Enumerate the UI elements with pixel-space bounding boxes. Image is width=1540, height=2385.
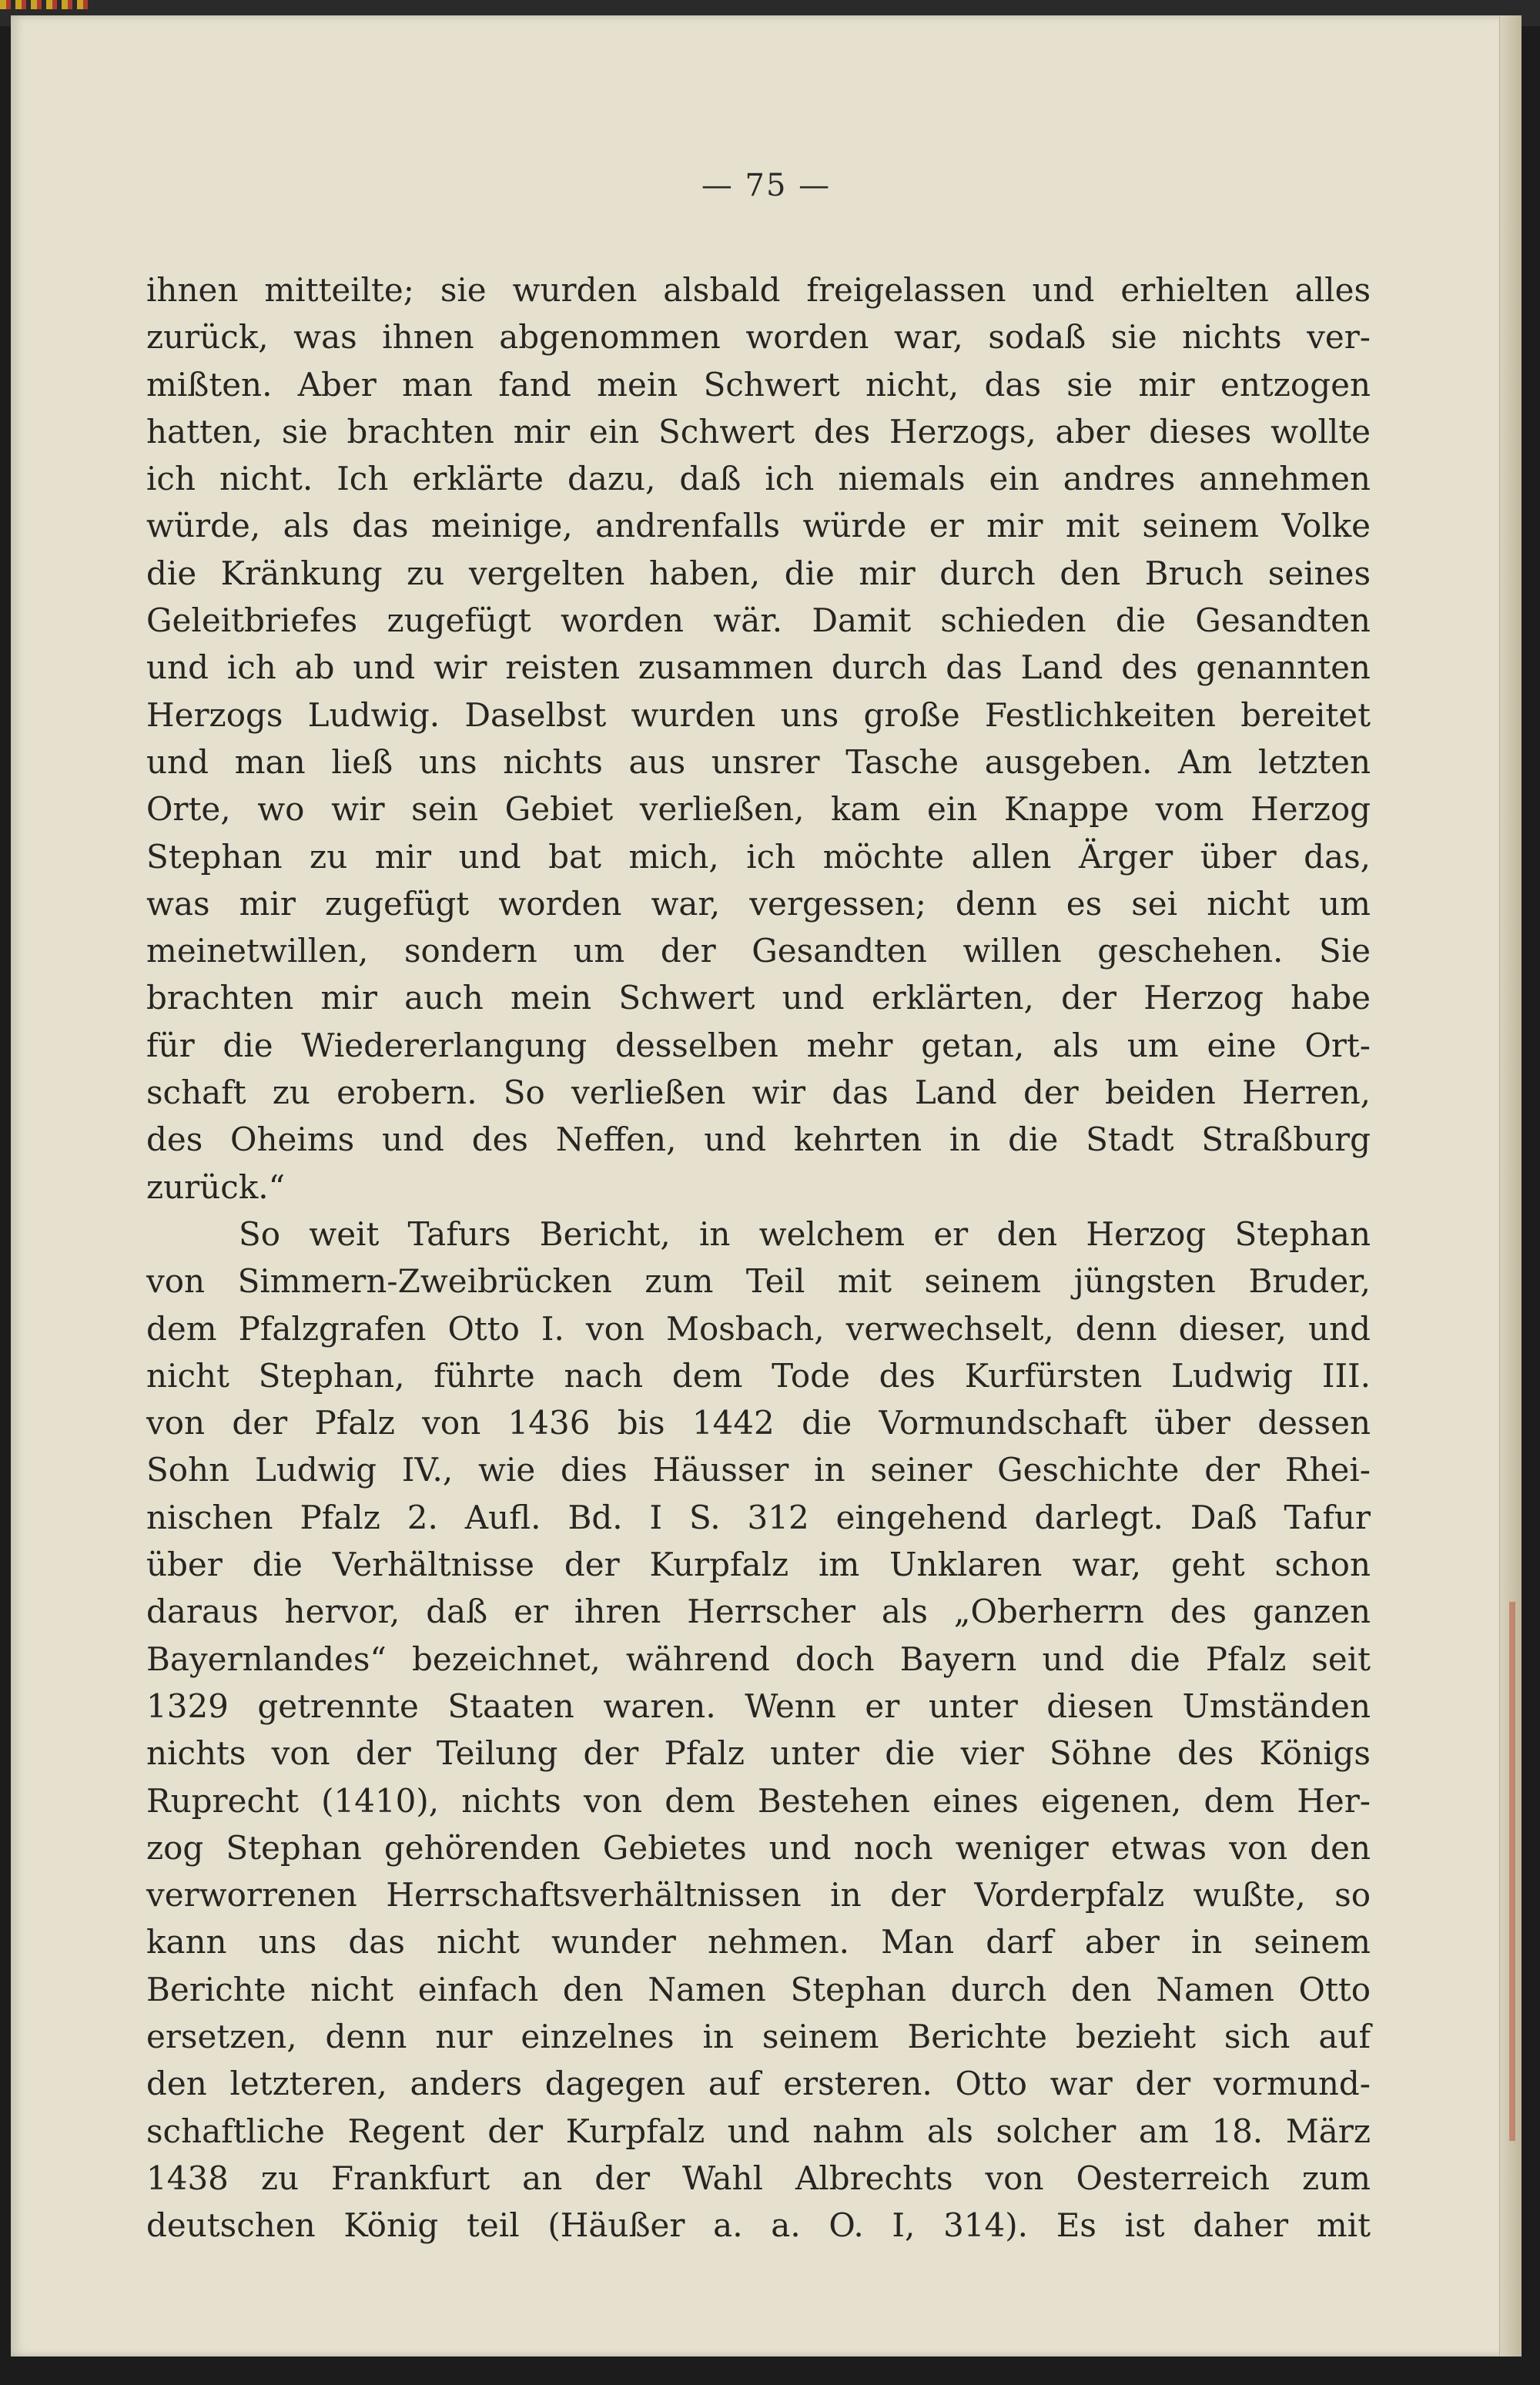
text-line: So weit Tafurs Bericht, in welchem er den Herzog Stephan: [239, 1214, 1371, 1253]
text-line: mißten. Aber man fand mein Schwert nicht, das sie mir entzogen: [146, 365, 1371, 404]
text-line: dem Pfalzgrafen Otto I. von Mosbach, verwechselt, denn dieser, und: [146, 1309, 1371, 1348]
text-line: zurück.“: [146, 1167, 286, 1206]
text-line: von Simmern-Zweibrücken zum Teil mit seinem jüngsten Bruder,: [146, 1262, 1371, 1301]
text-line: was mir zugefügt worden war, vergessen; denn es sei nicht um: [146, 884, 1371, 923]
text-line: nicht Stephan, führte nach dem Tode des Kurfürsten Ludwig III.: [146, 1356, 1371, 1395]
text-line: zog Stephan gehörenden Gebietes und noch weniger etwas von den: [146, 1828, 1371, 1867]
body-text: [146, 266, 1371, 2249]
text-line: zurück, was ihnen abgenommen worden war, sodaß sie nichts ver-: [146, 318, 1371, 357]
text-line: Bayernlandes“ bezeichnet, während doch Bayern und die Pfalz seit: [146, 1640, 1371, 1678]
text-line: nichts von der Teilung der Pfalz unter die vier Söhne des Königs: [146, 1734, 1371, 1773]
book-page: [11, 15, 1522, 2357]
text-line: für die Wiedererlangung desselben mehr getan, als um eine Ort-: [146, 1026, 1371, 1064]
text-line: und man ließ uns nichts aus unsrer Tasche ausgeben. Am letzten: [146, 742, 1371, 781]
text-line: des Oheims und des Neffen, und kehrten in die Stadt Straßburg: [146, 1120, 1371, 1159]
text-line: 1438 zu Frankfurt an der Wahl Albrechts von Oesterreich zum: [146, 2159, 1371, 2197]
page-number: — 75 —: [701, 168, 832, 203]
text-line: Stephan zu mir und bat mich, ich möchte allen Ärger über das,: [146, 837, 1371, 876]
text-line: von der Pfalz von 1436 bis 1442 die Vormundschaft über dessen: [146, 1404, 1371, 1442]
scanner-color-marks: [0, 0, 92, 9]
text-line: deutschen König teil (Häußer a. a. O. I, 314). Es ist daher mit: [146, 2206, 1371, 2245]
text-line: Herzogs Ludwig. Daselbst wurden uns große Festlichkeiten bereitet: [146, 695, 1371, 734]
text-line: verworrenen Herrschaftsverhältnissen in der Vorderpfalz wußte, so: [146, 1876, 1371, 1914]
text-line: Orte, wo wir sein Gebiet verließen, kam ein Knappe vom Herzog: [146, 790, 1371, 829]
text-line: Ruprecht (1410), nichts von dem Bestehen eines eigenen, dem Her-: [146, 1781, 1371, 1820]
text-line: daraus hervor, daß er ihren Herrscher als „Oberherrn des ganzen: [146, 1593, 1371, 1631]
text-line: die Kränkung zu vergelten haben, die mir durch den Bruch seines: [146, 554, 1371, 592]
text-line: schaft zu erobern. So verließen wir das Land der beiden Herren,: [146, 1074, 1371, 1112]
text-line: nischen Pfalz 2. Aufl. Bd. I S. 312 eingehend darlegt. Daß Tafur: [146, 1498, 1371, 1536]
page-edge-mark: [1509, 1602, 1515, 2141]
text-line: Berichte nicht einfach den Namen Stephan durch den Namen Otto: [146, 1970, 1371, 2008]
text-line: würde, als das meinige, andrenfalls würde er mir mit seinem Volke: [146, 507, 1371, 545]
text-line: ich nicht. Ich erklärte dazu, daß ich niemals ein andres annehmen: [146, 460, 1371, 498]
text-line: schaftliche Regent der Kurpfalz und nahm als solcher am 18. März: [146, 2112, 1371, 2150]
text-line: Geleitbriefes zugefügt worden wär. Damit schieden die Gesandten: [146, 601, 1371, 640]
text-line: den letzteren, anders dagegen auf ersteren. Otto war der vormund-: [146, 2065, 1371, 2103]
text-line: ersetzen, denn nur einzelnes in seinem Berichte bezieht sich auf: [146, 2017, 1371, 2055]
text-line: meinetwillen, sondern um der Gesandten willen geschehen. Sie: [146, 932, 1371, 970]
text-line: und ich ab und wir reisten zusammen durch das Land des genannten: [146, 648, 1371, 687]
text-line: ihnen mitteilte; sie wurden alsbald freigelassen und erhielten alles: [146, 271, 1371, 309]
text-line: Sohn Ludwig IV., wie dies Häusser in seiner Geschichte der Rhei-: [146, 1451, 1371, 1489]
text-line: kann uns das nicht wunder nehmen. Man darf aber in seinem: [146, 1923, 1371, 1961]
text-line: 1329 getrennte Staaten waren. Wenn er unter diesen Umständen: [146, 1687, 1371, 1725]
text-line: über die Verhältnisse der Kurpfalz im Unklaren war, geht schon: [146, 1546, 1371, 1584]
text-line: hatten, sie brachten mir ein Schwert des Herzogs, aber dieses wollte: [146, 412, 1371, 451]
text-line: brachten mir auch mein Schwert und erklärten, der Herzog habe: [146, 979, 1371, 1017]
